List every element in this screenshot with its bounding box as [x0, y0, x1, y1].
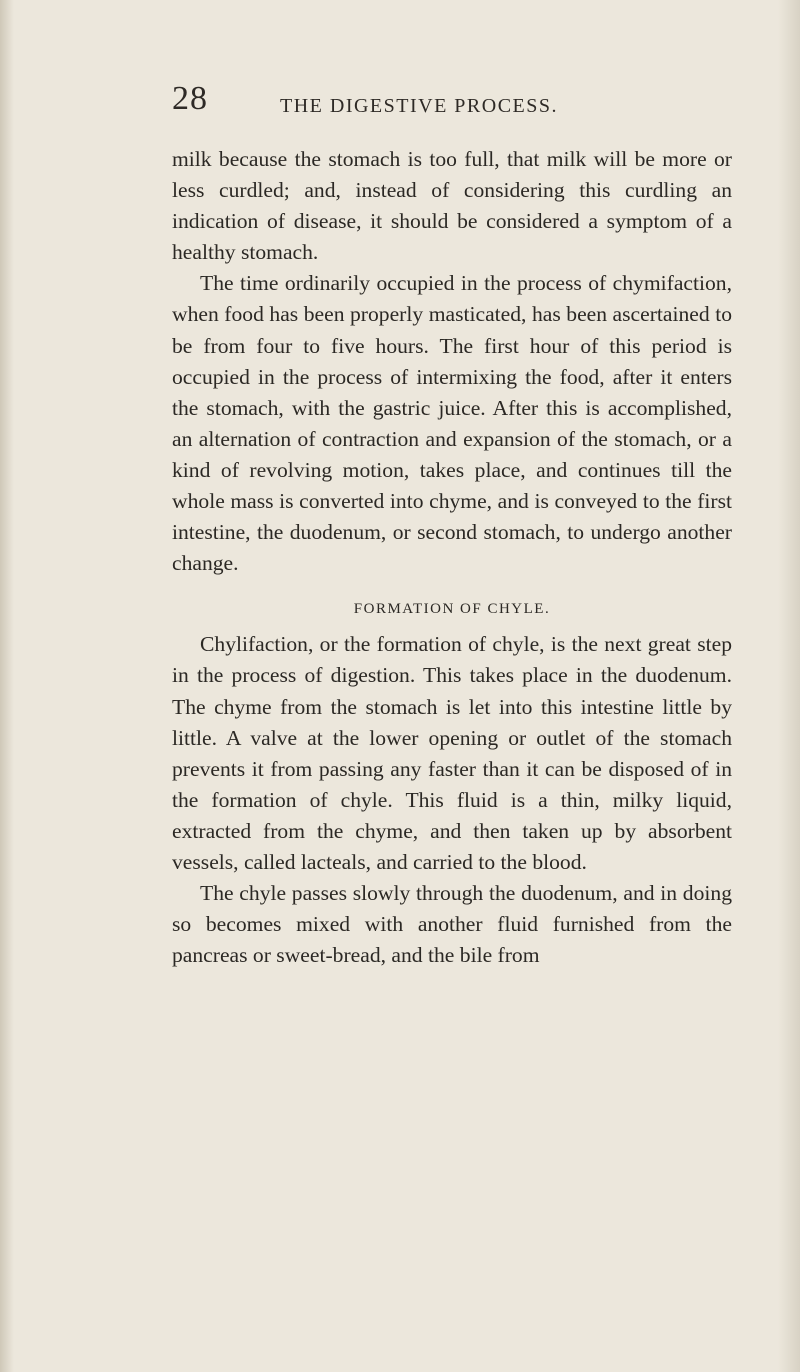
page-number: 28 [172, 80, 208, 117]
page-edge-right [778, 0, 800, 1372]
paragraph-chyle-passage: The chyle passes slowly through the duodenum, and in doing so becomes mixed with another fluid furnished from the pancreas or sweet-bread, and the bile from [172, 881, 732, 968]
page-edge-left [0, 0, 14, 1372]
paragraph-chymifaction-time: The time ordinarily occupied in the process of chymifaction, when food has been properly masticated, has been ascertained to be from four to five hours. The first hour of this period is occupied in the process of intermixing the food, after it enters the stomach, with the gastric juice. After this is accomplished, an alternation of contraction and expansion of the stomach, or a kind of revolving motion, takes place, and continues till the whole mass is converted into chyme, and is conveyed to the first intestine, the duodenum, or second stomach, to undergo another change. [172, 271, 732, 576]
page-body [172, 144, 732, 971]
paragraph-continued: milk because the stomach is too full, that milk will be more or less curdled; and, instead of considering this curdling an indication of disease, it should be considered a symptom of a healthy stomach. [172, 147, 732, 265]
section-heading: FORMATION OF CHYLE. [353, 601, 551, 618]
page-header [172, 80, 732, 124]
running-head: THE DIGESTIVE PROCESS. [280, 95, 559, 117]
paragraph-chylifaction: Chylifaction, or the formation of chyle, is the next great step in the process of digestion. This takes place in the duodenum. The chyme from the stomach is let into this intestine little by little. A valve at the lower opening or outlet of the stomach prevents it from passing any faster than it can be disposed of in the formation of chyle. This fluid is a thin, milky liquid, extracted from the chyme, and then taken up by absorbent vessels, called lacteals, and carried to the blood. [172, 632, 732, 874]
